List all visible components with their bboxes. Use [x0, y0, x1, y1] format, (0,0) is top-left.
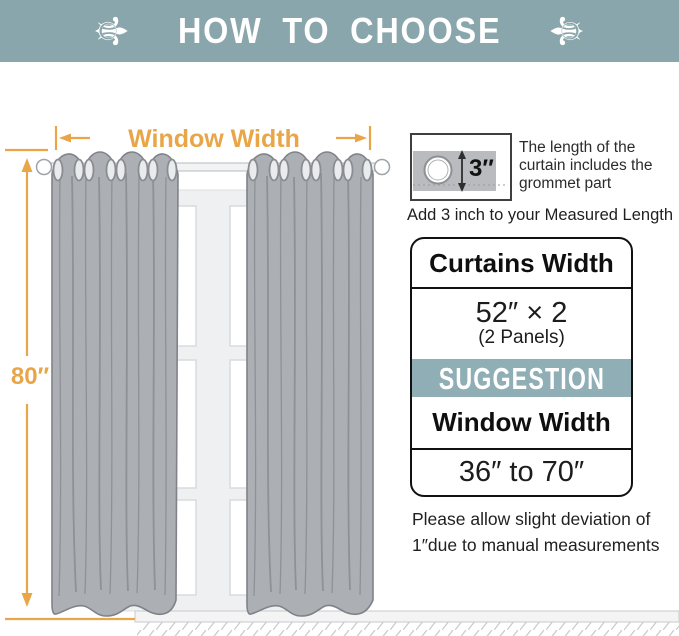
rod-finial-right — [375, 160, 390, 175]
fleur-de-lis-icon: ⚜ — [86, 11, 136, 51]
measurement-footnote: Please allow slight deviation of 1″due to manual measurements — [412, 509, 660, 555]
window-width-value-row — [412, 450, 631, 495]
curtains-width-value-row — [412, 289, 631, 359]
suggestion-band — [412, 359, 631, 397]
window-width-label: Window Width — [128, 125, 300, 153]
curtain-panel-left — [52, 152, 178, 616]
window-width-header: Window Width — [432, 407, 611, 437]
curtain-panel-right — [247, 152, 373, 616]
grommet-hole — [425, 157, 452, 184]
add-length-tip: Add 3 inch to your Measured Length — [407, 206, 674, 224]
floor — [135, 611, 679, 636]
grommet-size-label: 3″ — [469, 155, 494, 182]
grommet-detail-diagram — [411, 134, 511, 200]
grommet-note: The length of the curtain includes the grommet part — [519, 139, 653, 192]
rod-finial-left — [37, 160, 52, 175]
curtains-width-panels: (2 Panels) — [478, 327, 565, 349]
window-width-value: 36″ to 70″ — [458, 456, 585, 488]
window-width-header-row — [412, 397, 631, 450]
curtains-width-header: Curtains Width — [429, 247, 614, 278]
curtains-width-header-row — [412, 239, 631, 289]
curtain-height-label: 80″ — [10, 363, 50, 390]
suggestion-band-label: SUGGESTION — [438, 360, 605, 396]
page-title: HOW TO CHOOSE — [177, 10, 502, 51]
fleur-de-lis-icon: ⚜ — [543, 11, 593, 51]
curtains-width-value: 52″ × 2 — [475, 297, 568, 330]
suggestion-table — [410, 237, 633, 497]
